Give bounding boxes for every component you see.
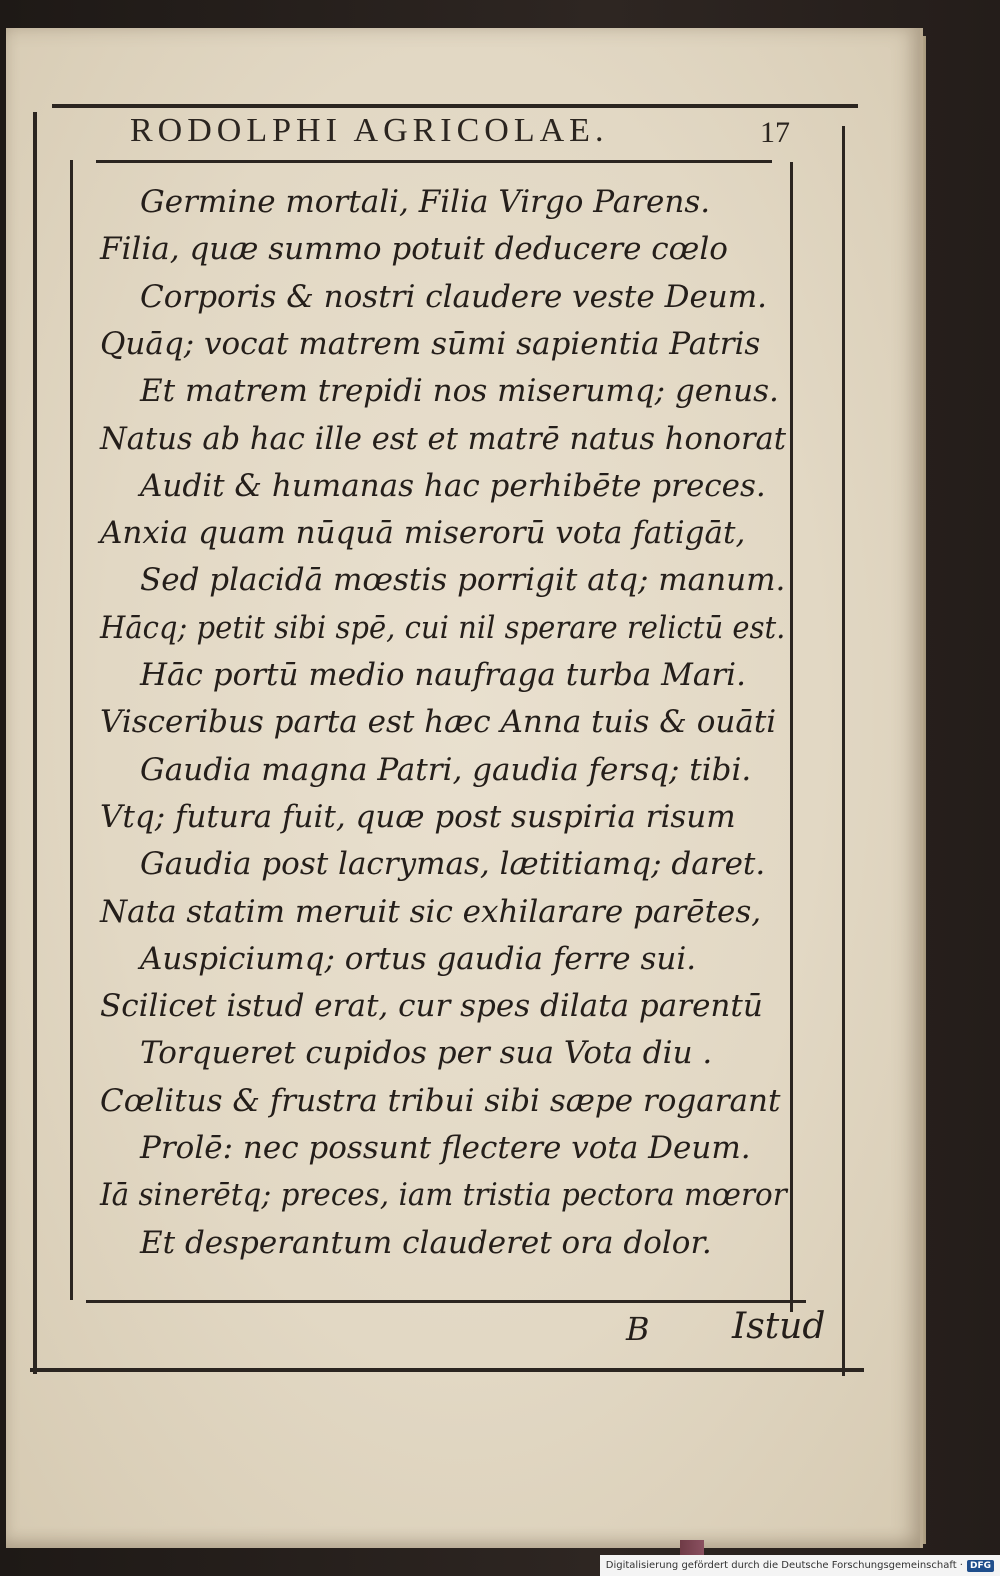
verse-line: Auspiciumq; ortus gaudia ferre sui. xyxy=(140,940,697,977)
verse-line: Et matrem trepidi nos miserumq; genus. xyxy=(140,373,779,410)
verse-line: Germine mortali, Filia Virgo Parens. xyxy=(140,184,711,220)
verse-line: Vtq; futura fuit, quæ post suspiria risum xyxy=(100,798,736,835)
running-head: RODOLPHI AGRICOLAE. xyxy=(130,112,609,149)
verse-line: Anxia quam nūquā miserorū vota fatigāt, xyxy=(100,515,746,552)
verse-line: Audit & humanas hac perhibēte preces. xyxy=(140,467,766,504)
bottom-rule-inner xyxy=(86,1300,806,1303)
top-rule xyxy=(52,104,858,108)
credit-text: Digitalisierung gefördert durch die Deutsche Forschungsgemeinschaft · xyxy=(605,1560,963,1571)
verse-line: Et desperantum clauderet ora dolor. xyxy=(140,1224,712,1261)
verse-line: Gaudia magna Patri, gaudia fersq; tibi. xyxy=(140,751,752,788)
digitization-credit xyxy=(600,1555,1000,1576)
verse-line: Filia, quæ summo potuit deducere cœlo xyxy=(100,231,728,268)
verse-line: Nata statim meruit sic exhilarare parētes, xyxy=(100,893,762,930)
verse-line: Torqueret cupidos per sua Vota diu . xyxy=(140,1035,713,1072)
right-frame-outer xyxy=(842,126,845,1376)
verse-line: Cœlitus & frustra tribui sibi sæpe rogarant xyxy=(100,1082,781,1119)
header-rule xyxy=(96,160,772,163)
verse-line: Visceribus parta est hæc Anna tuis & ouāti xyxy=(100,704,777,741)
catchword: Istud xyxy=(732,1306,826,1347)
verse-line: Scilicet istud erat, cur spes dilata parentū xyxy=(100,988,763,1025)
page-number: 17 xyxy=(760,116,790,149)
left-frame-inner xyxy=(70,160,73,1300)
dfg-logo-icon: DFG xyxy=(967,1560,994,1572)
verse-line: Iā sinerētq; preces, iam tristia pectora mœror xyxy=(100,1177,787,1214)
verse-line: Natus ab hac ille est et matrē natus honorat xyxy=(100,420,787,457)
signature-mark: B xyxy=(626,1310,650,1348)
verse-line: Corporis & nostri claudere veste Deum. xyxy=(140,278,768,315)
verse-line: Gaudia post lacrymas, lætitiamq; daret. xyxy=(140,846,766,883)
verse-line: Quāq; vocat matrem sūmi sapientia Patris xyxy=(100,325,761,362)
bottom-rule-outer xyxy=(30,1368,864,1372)
verse-line: Hācq; petit sibi spē, cui nil sperare relictū est. xyxy=(100,609,786,646)
left-frame-outer xyxy=(33,112,37,1374)
right-frame-inner xyxy=(790,162,793,1312)
verse-line: Hāc portū medio naufraga turba Mari. xyxy=(140,657,746,693)
verse-line: Prolē: nec possunt flectere vota Deum. xyxy=(140,1130,751,1166)
verse-line: Sed placidā mœstis porrigit atq; manum. xyxy=(140,562,786,599)
